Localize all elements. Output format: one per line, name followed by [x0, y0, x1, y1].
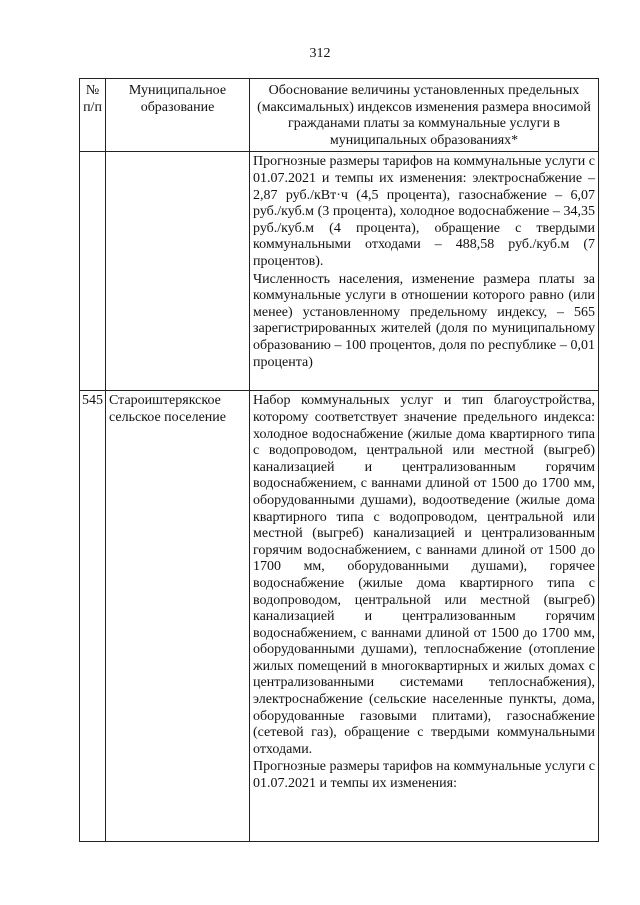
row-number: 545	[80, 391, 106, 842]
header-justification: Обоснование величины установленных предельных (максимальных) индексов изменения размера вносимой гражданами платы за коммунальные услуги в муниципальных образованиях*	[250, 79, 599, 152]
table-header-row	[80, 79, 599, 152]
tariff-table	[79, 78, 599, 842]
paragraph: Прогнозные размеры тарифов на коммунальные услуги с 01.07.2021 и темпы их изменения: электроснабжение – 2,87 руб./кВт·ч (4,5 процента), газоснабжение – 6,07 руб./куб.м (3 процента), холодное водоснабжение – 34,35 руб./куб.м (4 процента), обращение с твердыми коммунальными отходами – 488,58 руб./куб.м (7 процентов).	[253, 154, 595, 269]
table-row	[80, 391, 599, 842]
page-number: 312	[309, 46, 331, 61]
row-justification	[250, 152, 599, 391]
row-number	[80, 152, 106, 391]
header-municipality: Муниципальное образование	[106, 79, 250, 152]
table-row	[80, 152, 599, 391]
paragraph: Численность населения, изменение размера платы за коммунальные услуги в отношении которого равно (или менее) установленному предельному индексу, – 565 зарегистрированных жителей (доля по муниципальному образованию – 100 процентов, доля по республике – 0,01 процента)	[253, 271, 595, 370]
paragraph: Набор коммунальных услуг и тип благоустройства, которому соответствует значение предельного индекса: холодное водоснабжение (жилые дома квартирного типа с водопроводом, центральной или местной (выгреб) канализацией и централизованным горячим водоснабжением, с ваннами длиной от 1500 до 1700 мм, оборудованными душами), водоотведение (жилые дома квартирного типа с водопроводом, центральной или местной (выгреб) канализацией и централизованным горячим водоснабжением, с ваннами длиной от 1500 до 1700 мм, оборудованными душами), горячее водоснабжение (жилые дома квартирного типа с водопроводом, центральной или местной (выгреб) канализацией и централизованным горячим водоснабжением, с ваннами длиной от 1500 до 1700 мм, оборудованными душами), теплоснабжение (отопление жилых помещений в многоквартирных и жилых домах с централизованными системами теплоснабжения), электроснабжение (сельские населенные пункты, дома, оборудованные газовыми плитами), газоснабжение (сетевой газ), обращение с твердыми коммунальными отходами.	[253, 393, 595, 757]
row-municipality	[106, 152, 250, 391]
row-justification	[250, 391, 599, 842]
header-number: № п/п	[80, 79, 106, 152]
row-municipality: Староиштерякское сельское поселение	[106, 391, 250, 842]
paragraph: Прогнозные размеры тарифов на коммунальные услуги с 01.07.2021 и темпы их изменения:	[253, 759, 595, 792]
